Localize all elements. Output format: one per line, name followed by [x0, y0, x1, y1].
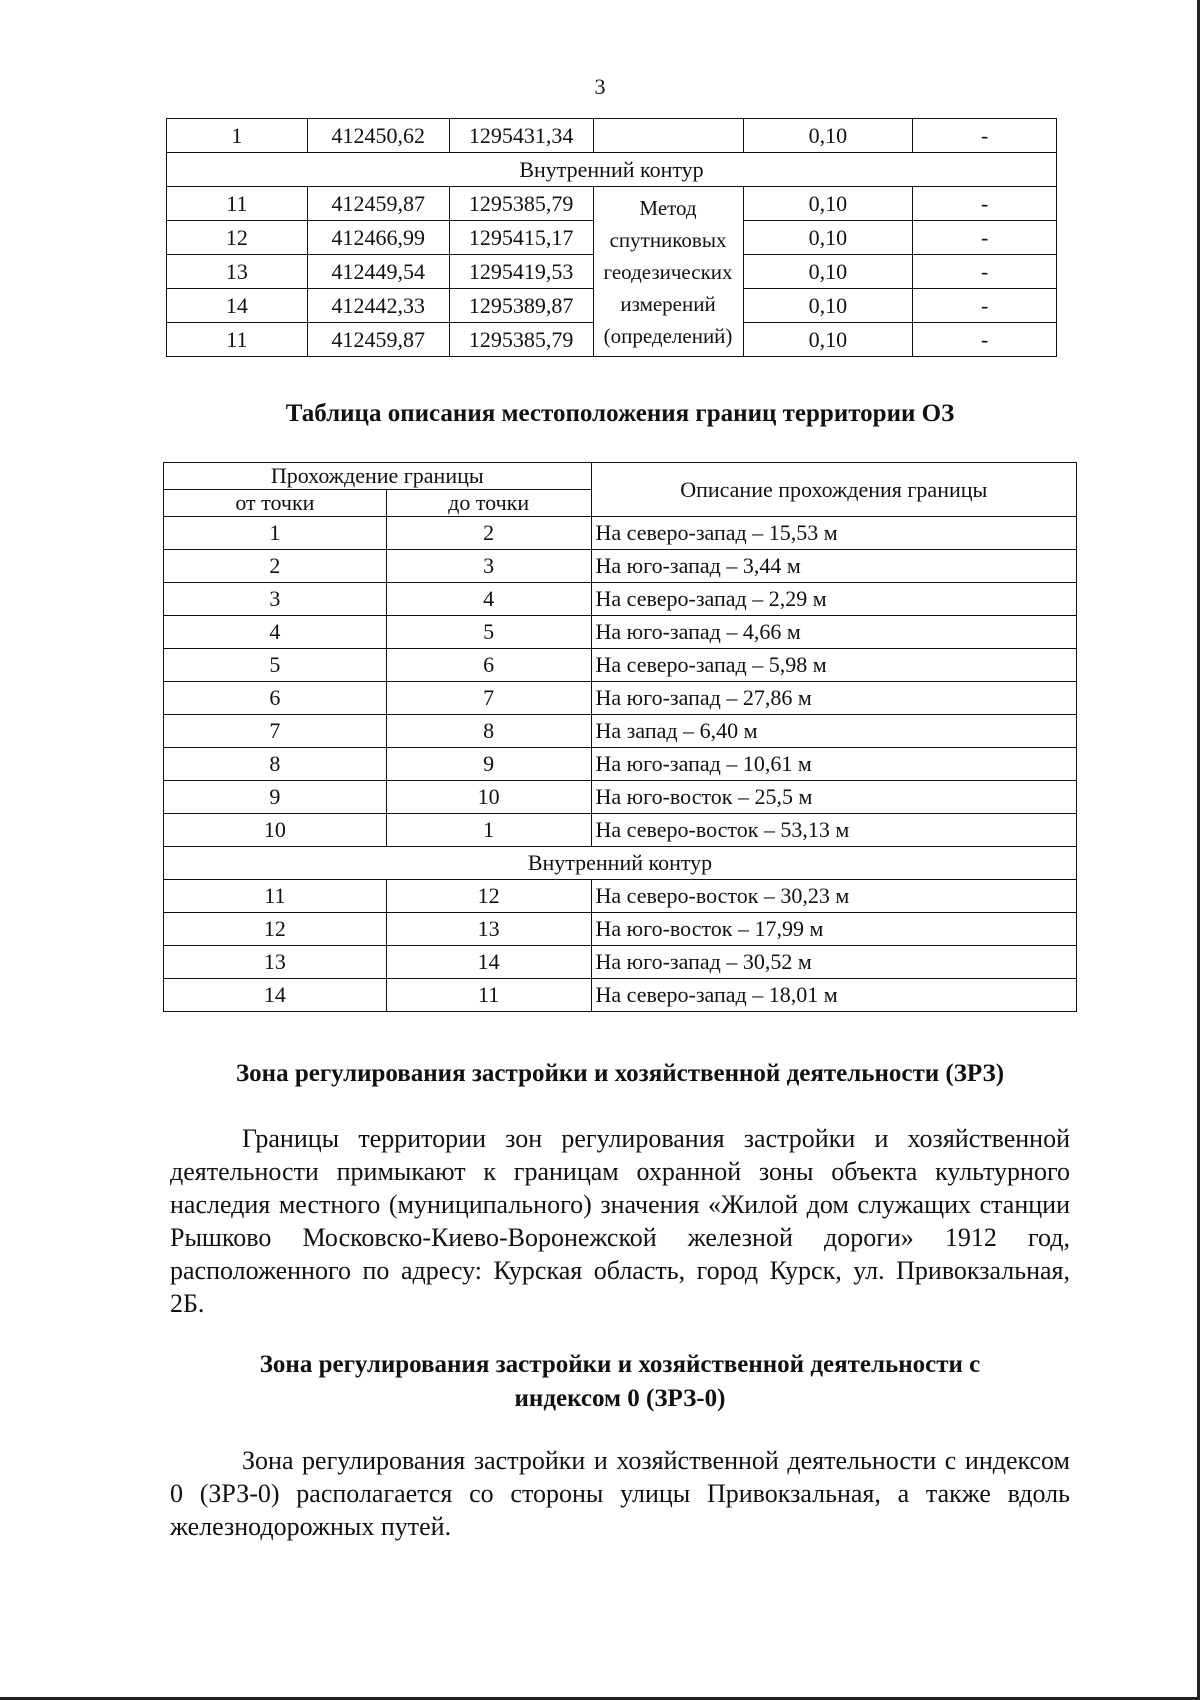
- table-row: [164, 517, 1077, 550]
- boundary-description: На юго-запад – 27,86 м: [591, 682, 1076, 715]
- extra: -: [913, 255, 1057, 289]
- to-point: 14: [386, 946, 591, 979]
- table-row: [164, 682, 1077, 715]
- inner-contour-label: Внутренний контур: [167, 153, 1057, 187]
- table-row: [164, 550, 1077, 583]
- coordinate-y: 1295385,79: [449, 323, 593, 357]
- boundary-description-table: [163, 462, 1077, 1012]
- boundary-description: На северо-восток – 53,13 м: [591, 814, 1076, 847]
- coordinate-y: 1295389,87: [449, 289, 593, 323]
- table-row: [167, 187, 1057, 221]
- extra: -: [913, 187, 1057, 221]
- zrz0-title-line: индексом 0 (ЗРЗ-0): [514, 1385, 726, 1412]
- method-line: Метод: [639, 195, 697, 220]
- extra: -: [913, 221, 1057, 255]
- boundary-table-title: Таблица описания местоположения границ территории ОЗ: [285, 400, 955, 427]
- to-point: 13: [386, 913, 591, 946]
- method-line: геодезических: [603, 259, 733, 284]
- method-line: спутниковых: [609, 227, 727, 252]
- accuracy: 0,10: [743, 187, 913, 221]
- coordinate-y: 1295431,34: [449, 119, 593, 153]
- accuracy: 0,10: [743, 221, 913, 255]
- point-number: 11: [167, 323, 308, 357]
- section-row: [167, 153, 1057, 187]
- coordinates-table: [166, 118, 1057, 357]
- table-row: [164, 649, 1077, 682]
- coordinate-x: 412442,33: [307, 289, 449, 323]
- point-number: 12: [167, 221, 308, 255]
- point-number: 1: [167, 119, 308, 153]
- header-row: [164, 463, 1077, 490]
- from-point: 1: [164, 517, 387, 550]
- to-point: 8: [386, 715, 591, 748]
- table-row: [164, 880, 1077, 913]
- coordinate-y: 1295419,53: [449, 255, 593, 289]
- from-point: 6: [164, 682, 387, 715]
- page-number: 3: [594, 74, 606, 99]
- from-point: 5: [164, 649, 387, 682]
- extra: -: [913, 119, 1057, 153]
- zrz0-title-line: Зона регулирования застройки и хозяйственной деятельности с: [259, 1351, 981, 1378]
- table-row: [164, 814, 1077, 847]
- from-point: 7: [164, 715, 387, 748]
- from-point: 4: [164, 616, 387, 649]
- method-cell: [593, 119, 743, 153]
- header-from-point: от точки: [164, 490, 387, 517]
- boundary-description: На юго-запад – 3,44 м: [591, 550, 1076, 583]
- header-description: Описание прохождения границы: [591, 463, 1076, 517]
- table-row: [167, 119, 1057, 153]
- to-point: 5: [386, 616, 591, 649]
- coordinate-x: 412449,54: [307, 255, 449, 289]
- to-point: 12: [386, 880, 591, 913]
- from-point: 14: [164, 979, 387, 1012]
- header-boundary-passage: Прохождение границы: [164, 463, 592, 490]
- coordinate-y: 1295415,17: [449, 221, 593, 255]
- from-point: 13: [164, 946, 387, 979]
- from-point: 8: [164, 748, 387, 781]
- to-point: 9: [386, 748, 591, 781]
- table-row: [164, 583, 1077, 616]
- table-row: [164, 979, 1077, 1012]
- to-point: 2: [386, 517, 591, 550]
- boundary-description: На северо-запад – 15,53 м: [591, 517, 1076, 550]
- boundary-description: На юго-запад – 10,61 м: [591, 748, 1076, 781]
- accuracy: 0,10: [743, 119, 913, 153]
- section-row: [164, 847, 1077, 880]
- boundary-description: На юго-восток – 17,99 м: [591, 913, 1076, 946]
- method-line: (определений): [603, 323, 733, 348]
- point-number: 14: [167, 289, 308, 323]
- header-to-point: до точки: [386, 490, 591, 517]
- boundary-description: На северо-восток – 30,23 м: [591, 880, 1076, 913]
- table-row: [164, 748, 1077, 781]
- to-point: 11: [386, 979, 591, 1012]
- from-point: 10: [164, 814, 387, 847]
- boundary-description: На юго-запад – 4,66 м: [591, 616, 1076, 649]
- coordinate-y: 1295385,79: [449, 187, 593, 221]
- table-row: [164, 913, 1077, 946]
- to-point: 7: [386, 682, 591, 715]
- to-point: 6: [386, 649, 591, 682]
- method-description: [593, 187, 743, 357]
- extra: -: [913, 323, 1057, 357]
- to-point: 10: [386, 781, 591, 814]
- table-row: [164, 781, 1077, 814]
- coordinate-x: 412466,99: [307, 221, 449, 255]
- from-point: 11: [164, 880, 387, 913]
- table-row: [164, 715, 1077, 748]
- zrz0-paragraph: Зона регулирования застройки и хозяйственной деятельности с индексом 0 (ЗРЗ-0) располагается со стороны улицы Привокзальная, а также вдоль железнодорожных путей.: [170, 1446, 1070, 1541]
- boundary-description: На запад – 6,40 м: [591, 715, 1076, 748]
- from-point: 12: [164, 913, 387, 946]
- method-line: измерений: [620, 291, 716, 316]
- table-row: [164, 946, 1077, 979]
- table-row: [164, 616, 1077, 649]
- from-point: 9: [164, 781, 387, 814]
- boundary-description: На юго-восток – 25,5 м: [591, 781, 1076, 814]
- accuracy: 0,10: [743, 255, 913, 289]
- zrz0-section-title: [160, 1348, 1080, 1416]
- inner-contour-label: Внутренний контур: [164, 847, 1077, 880]
- point-number: 13: [167, 255, 308, 289]
- point-number: 11: [167, 187, 308, 221]
- coordinate-x: 412459,87: [307, 323, 449, 357]
- extra: -: [913, 289, 1057, 323]
- zrz-section-title: Зона регулирования застройки и хозяйственной деятельности (ЗРЗ): [235, 1060, 1005, 1087]
- from-point: 3: [164, 583, 387, 616]
- to-point: 1: [386, 814, 591, 847]
- to-point: 4: [386, 583, 591, 616]
- coordinate-x: 412459,87: [307, 187, 449, 221]
- zrz-paragraph: Границы территории зон регулирования застройки и хозяйственной деятельности примыкают к границам охранной зоны объекта культурного наследия местного (муниципального) значения «Жилой дом служащих станции Рышково Московско-Киево-Воронежской железной дороги» 1912 год, расположенного по адресу: Курская область, город Курск, ул. Привокзальная, 2Б.: [170, 1124, 1070, 1318]
- coordinate-x: 412450,62: [307, 119, 449, 153]
- accuracy: 0,10: [743, 323, 913, 357]
- boundary-description: На северо-запад – 18,01 м: [591, 979, 1076, 1012]
- boundary-description: На юго-запад – 30,52 м: [591, 946, 1076, 979]
- boundary-description: На северо-запад – 2,29 м: [591, 583, 1076, 616]
- to-point: 3: [386, 550, 591, 583]
- from-point: 2: [164, 550, 387, 583]
- boundary-description: На северо-запад – 5,98 м: [591, 649, 1076, 682]
- accuracy: 0,10: [743, 289, 913, 323]
